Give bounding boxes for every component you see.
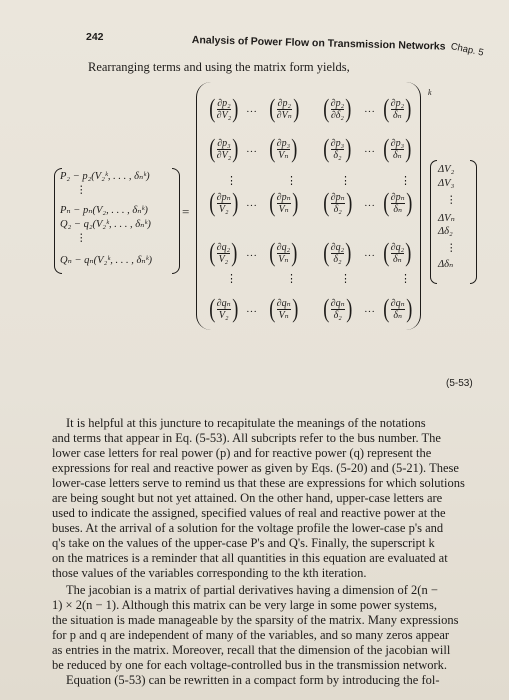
paren-open: ( — [383, 238, 390, 267]
jacobian-entry — [382, 96, 413, 122]
lhs-row-vdots-2: ⋮ — [76, 233, 87, 244]
paren-close: ) — [291, 238, 298, 267]
jacobian-entry — [268, 96, 300, 122]
paren-open: ( — [269, 94, 276, 123]
rhs-row-vdots-1: ⋮ — [446, 195, 457, 206]
paren-close: ) — [231, 294, 239, 323]
paragraph-line: lower case letters for real power (p) and for reactive power (q) represent the — [52, 446, 432, 460]
vertical-ellipsis: ⋮ — [226, 175, 237, 187]
denominator: V₂ — [218, 203, 229, 215]
numerator: ∂q₂ — [330, 241, 345, 253]
paren-close: ) — [291, 294, 299, 323]
numerator: ∂qₙ — [330, 297, 345, 309]
paren-close: ) — [405, 134, 412, 163]
jacobian-entry — [382, 190, 413, 216]
horizontal-ellipsis: ··· — [246, 250, 257, 262]
paren-close: ) — [345, 94, 352, 123]
jacobian-entry — [382, 136, 413, 162]
numerator: ∂p₂ — [330, 97, 345, 109]
paren-close: ) — [345, 188, 353, 217]
numerator: ∂p₂ — [390, 97, 405, 109]
jacobian-entry — [382, 296, 413, 322]
numerator: ∂p₃ — [217, 137, 231, 149]
numerator: ∂qₙ — [216, 297, 231, 309]
lhs-row-1: P₂ − p₂(V₂ᵏ, . . . , δₙᵏ) — [60, 171, 150, 182]
paren-open: ( — [209, 134, 216, 163]
denominator: δₙ — [393, 203, 403, 215]
denominator: Vₙ — [278, 309, 289, 321]
jacobian-entry — [208, 190, 239, 216]
rhs-row-3: ΔVₙ — [438, 213, 455, 224]
paren-open: ( — [269, 134, 276, 163]
numerator: ∂p₃ — [276, 137, 291, 149]
rhs-bracket-left — [430, 160, 437, 284]
paren-close: ) — [291, 134, 298, 163]
jacobian-entry — [322, 296, 353, 322]
partial-derivative — [217, 98, 232, 121]
equals-sign: = — [182, 204, 190, 219]
jacobian-entry — [268, 136, 299, 162]
paren-close: ) — [405, 94, 412, 123]
horizontal-ellipsis: ··· — [364, 250, 375, 262]
paren-open: ( — [209, 188, 216, 217]
numerator: ∂q₂ — [390, 241, 405, 253]
paren-close: ) — [291, 188, 299, 217]
paren-close: ) — [345, 134, 352, 163]
rhs-row-1: ΔV₂ — [438, 164, 455, 175]
paren-open: ( — [383, 134, 390, 163]
paragraph-line: be reduced by one for each voltage-controlled bus in the transmission network. — [52, 658, 448, 672]
intro-sentence: Rearranging terms and using the matrix form yields, — [88, 60, 350, 74]
lhs-row-vdots-1: ⋮ — [76, 185, 87, 196]
paren-close: ) — [405, 188, 413, 217]
horizontal-ellipsis: ··· — [246, 200, 257, 212]
denominator: ∂Vₙ — [276, 109, 292, 121]
paragraph-line: those values of the variables corresponding to the kth iteration. — [52, 566, 367, 580]
paren-open: ( — [209, 94, 216, 123]
numerator: ∂pₙ — [390, 191, 405, 203]
paragraph-line: 1) × 2(n − 1). Although this matrix can be very large in some power systems, — [52, 598, 437, 612]
paragraph-line: buses. At the arrival of a solution for the voltage profile the lower-case p's and — [52, 521, 444, 535]
denominator: Vₙ — [278, 253, 289, 265]
partial-derivative — [331, 98, 344, 121]
chapter-label: Chap. 5 — [449, 41, 485, 59]
vertical-ellipsis: ⋮ — [286, 273, 297, 285]
jacobian-entry — [322, 190, 353, 216]
rhs-bracket-right — [470, 160, 477, 284]
vertical-ellipsis: ⋮ — [400, 273, 411, 285]
vertical-ellipsis: ⋮ — [340, 175, 351, 187]
horizontal-ellipsis: ··· — [364, 200, 375, 212]
paren-open: ( — [383, 188, 390, 217]
denominator: ∂V₂ — [216, 149, 232, 161]
paren-open: ( — [383, 294, 390, 323]
denominator: δₙ — [393, 109, 402, 121]
partial-derivative — [391, 98, 404, 121]
partial-derivative — [217, 298, 231, 321]
paren-open: ( — [323, 188, 330, 217]
jacobian-entry — [208, 96, 240, 122]
paren-open: ( — [269, 294, 276, 323]
paragraph-jacobian — [52, 583, 466, 688]
vertical-ellipsis: ⋮ — [286, 175, 297, 187]
jacobian-entry — [208, 240, 239, 266]
denominator: ∂V₂ — [216, 109, 232, 121]
numerator: ∂p₂ — [277, 97, 291, 109]
page-header — [60, 31, 499, 59]
paren-open: ( — [209, 294, 216, 323]
partial-derivative — [277, 242, 290, 265]
paren-open: ( — [209, 238, 216, 267]
rhs-row-2: ΔV₃ — [438, 178, 455, 189]
jacobian-entry — [208, 136, 240, 162]
numerator: ∂p₃ — [330, 137, 345, 149]
horizontal-ellipsis: ··· — [246, 106, 257, 118]
jacobian-superscript: k — [428, 88, 432, 97]
partial-derivative — [391, 138, 404, 161]
jacobian-entry — [322, 240, 353, 266]
numerator: ∂qₙ — [276, 297, 291, 309]
paren-close: ) — [405, 294, 413, 323]
equation-number: (5-53) — [446, 378, 473, 389]
partial-derivative — [277, 98, 292, 121]
numerator: ∂q₂ — [276, 241, 291, 253]
paren-open: ( — [323, 134, 330, 163]
paren-open: ( — [323, 294, 330, 323]
partial-derivative — [331, 242, 344, 265]
denominator: Vₙ — [278, 149, 289, 161]
paragraph-line: as entries in the matrix. Moreover, recall that the dimension of the jacobian will — [52, 643, 451, 657]
horizontal-ellipsis: ··· — [246, 146, 257, 158]
vertical-ellipsis: ⋮ — [226, 273, 237, 285]
jacobian-entry — [268, 296, 299, 322]
paragraph-line: and terms that appear in Eq. (5-53). All subcripts refer to the bus number. The — [52, 431, 441, 445]
paragraph-line: q's take on the values of the upper-case P's and Q's. Finally, the superscript k — [52, 536, 435, 550]
horizontal-ellipsis: ··· — [364, 306, 375, 318]
partial-derivative — [217, 138, 232, 161]
paren-open: ( — [269, 188, 276, 217]
paragraph-notation — [52, 416, 466, 581]
paren-close: ) — [345, 294, 353, 323]
jacobian-entry — [322, 96, 353, 122]
jacobian-entry — [268, 190, 299, 216]
jacobian-entry — [208, 296, 239, 322]
denominator: ∂δ₂ — [330, 109, 344, 121]
denominator: δ₂ — [333, 309, 342, 321]
jacobian-entry — [268, 240, 299, 266]
paren-close: ) — [345, 238, 352, 267]
partial-derivative — [217, 242, 230, 265]
partial-derivative — [391, 192, 405, 215]
partial-derivative — [277, 192, 291, 215]
partial-derivative — [331, 192, 345, 215]
numerator: ∂q₂ — [216, 241, 231, 253]
paren-open: ( — [323, 238, 330, 267]
denominator: δₙ — [393, 149, 402, 161]
paren-open: ( — [323, 94, 330, 123]
partial-derivative — [391, 242, 404, 265]
paragraph-line: on the matrices is a reminder that all quantities in this equation are evaluated at — [52, 551, 448, 565]
partial-derivative — [391, 298, 405, 321]
partial-derivative — [277, 138, 290, 161]
numerator: ∂p₃ — [390, 137, 405, 149]
jacobian-entry — [322, 136, 353, 162]
paragraph-line: are being sought but not yet attained. On the other hand, upper-case letters are — [52, 491, 443, 505]
paren-open: ( — [269, 238, 276, 267]
paragraph-line: used to indicate the assigned, specified values of real and reactive power at the — [52, 506, 446, 520]
numerator: ∂p₂ — [217, 97, 231, 109]
page-number: 242 — [86, 31, 104, 43]
lhs-row-4: Qₙ − qₙ(V₂ᵏ, . . . , δₙᵏ) — [60, 255, 153, 266]
numerator: ∂pₙ — [276, 191, 291, 203]
paren-close: ) — [231, 188, 239, 217]
paren-close: ) — [231, 238, 238, 267]
partial-derivative — [331, 138, 344, 161]
rhs-row-4: Δδ₂ — [438, 226, 453, 237]
lhs-row-2: Pₙ − pₙ(V₂, . . . , δₙᵏ) — [60, 205, 148, 216]
denominator: δ₂ — [333, 253, 342, 265]
running-head: Analysis of Power Flow on Transmission Networks — [191, 34, 446, 53]
paren-close: ) — [293, 94, 300, 123]
denominator: Vₙ — [278, 203, 289, 215]
numerator: ∂qₙ — [390, 297, 405, 309]
paragraph-line: the situation is made manageable by the sparsity of the matrix. Many expressions — [52, 613, 459, 627]
lhs-row-3: Q₂ − q₂(V₂ᵏ, . . . , δₙᵏ) — [60, 219, 151, 230]
denominator: δₙ — [393, 253, 402, 265]
paren-close: ) — [232, 134, 239, 163]
paren-close: ) — [232, 94, 239, 123]
paragraph-line: Equation (5-53) can be rewritten in a compact form by introducing the fol- — [66, 673, 440, 687]
paragraph-line: expressions for real and reactive power as given by Eqs. (5-20) and (5-21). These — [52, 461, 459, 475]
denominator: δₙ — [393, 309, 403, 321]
denominator: δ₂ — [333, 149, 342, 161]
horizontal-ellipsis: ··· — [364, 106, 375, 118]
lhs-bracket-right — [172, 168, 180, 274]
denominator: V₂ — [218, 309, 229, 321]
numerator: ∂pₙ — [330, 191, 345, 203]
jacobian-entry — [382, 240, 413, 266]
horizontal-ellipsis: ··· — [364, 146, 375, 158]
vertical-ellipsis: ⋮ — [340, 273, 351, 285]
paragraph-line: for p and q are independent of many of the variables, and so many zeros appear — [52, 628, 450, 642]
partial-derivative — [277, 298, 291, 321]
numerator: ∂pₙ — [216, 191, 231, 203]
denominator: V₂ — [218, 253, 229, 265]
vertical-ellipsis: ⋮ — [400, 175, 411, 187]
paragraph-line: lower-case letters serve to remind us that these are expressions for which solutions — [52, 476, 465, 490]
horizontal-ellipsis: ··· — [246, 306, 257, 318]
partial-derivative — [331, 298, 345, 321]
paragraph-line: The jacobian is a matrix of partial derivatives having a dimension of 2(n − — [66, 583, 438, 597]
paren-open: ( — [383, 94, 390, 123]
denominator: δ₂ — [333, 203, 342, 215]
rhs-row-vdots-2: ⋮ — [446, 243, 457, 254]
rhs-row-5: Δδₙ — [438, 259, 454, 270]
partial-derivative — [217, 192, 231, 215]
paragraph-line: It is helpful at this juncture to recapitulate the meanings of the notations — [66, 416, 426, 430]
paren-close: ) — [405, 238, 412, 267]
